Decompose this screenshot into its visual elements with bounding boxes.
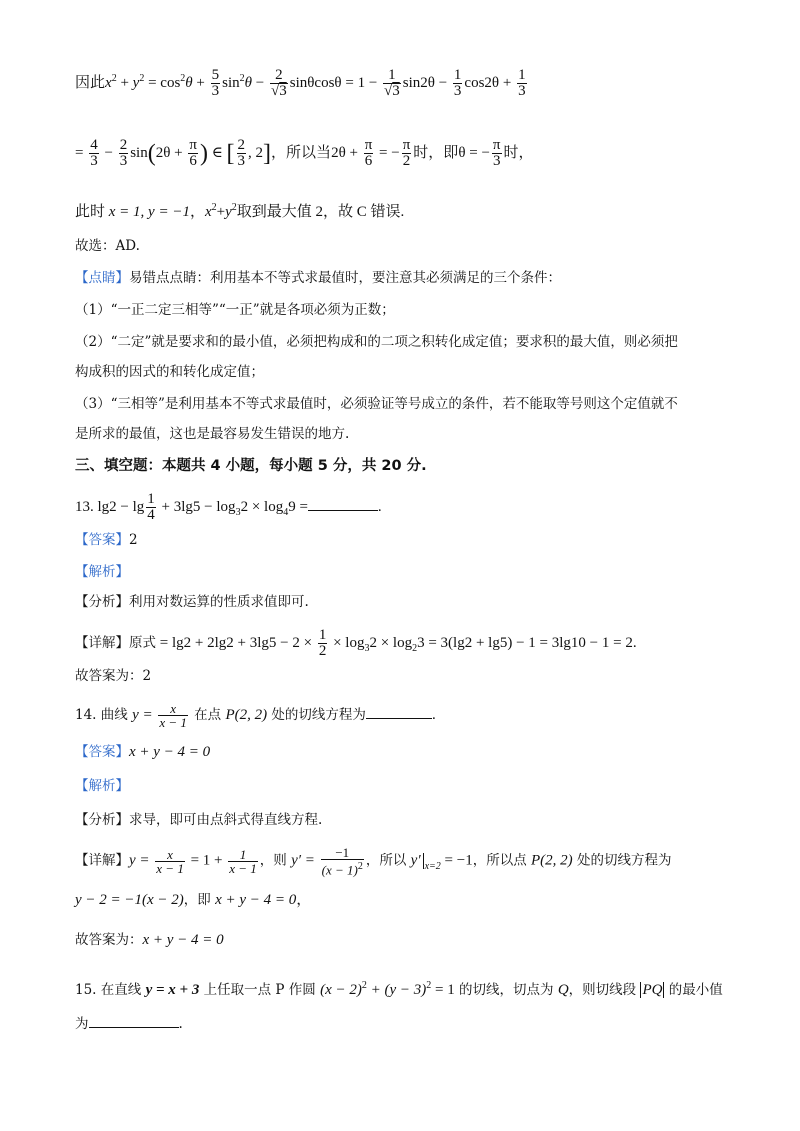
fraction: $\frac{1}{3}$ [453,67,462,99]
section-heading: 三、填空题：本题共 4 小题，每小题 5 分，共 20 分. [75,458,427,474]
tip-item-3: （3）“三相等”是利用基本不等式求最值时，必须验证等号成立的条件，若不能取等号则这个定值就不 [75,396,678,412]
fraction: $\frac{x}{x - 1}$ [156,846,184,876]
fraction: $\frac{5}{3}$ [211,67,220,99]
text: 因此 [75,74,106,91]
question-15: 15. 在直线 y = x + 3 上任取一点 P 作圆 $(x - 2)^2 + (y - 3)^2 = 1$ 的切线，切点为 Q，则切线段 PQ 的最小值 [75,980,723,998]
tip-item-1: （1）“一正二定三相等”“一正”就是各项必须为正数； [75,302,395,318]
answer-blank[interactable] [366,717,432,719]
fraction: $\frac{1}{x - 1}$ [229,846,257,876]
equation-line-2: = $\frac{4}{3}$ − $\frac{2}{3}$ sin(2θ + $\frac{\pi}{6}$ ) ∈ [ $\frac{2}{3}$ , 2]，所以当2θ + $\frac{\pi}{6}$ = − $\frac{\pi}{2}$ 时，即θ = − $\frac{\pi}{3}$ 时， [75,137,534,169]
fraction: $\frac{2}{3}$ [237,137,246,169]
fraction: $\frac{\pi}{6}$ [364,137,373,169]
tip-line: 【点睛】易错点点睛：利用基本不等式求最值时，要注意其必须满足的三个条件： [75,270,561,286]
fraction: $\frac{1}{√3}$ [384,67,400,99]
equation-line-1: 因此$x^2 + y^2 = \cos^2\theta$ + $\frac{5}{3}$ $\sin^2\theta$ − $\frac{2}{√3}$ sinθcosθ = 1 − $\frac{1}{√3}$ sin2θ − $\frac{1}{3}$ cos2θ + $\frac{1}{3}$ [75,67,526,99]
answer-blank[interactable] [89,1026,179,1028]
fraction: $\frac{2}{√3}$ [271,67,287,99]
tip-tag: 【点睛】 [75,270,129,286]
q14-detail: 【详解】y = $\frac{x}{x - 1}$ = 1 + $\frac{1}{x - 1}$ ，则 y′ = $\frac{-1}{(x - 1)^2}$ ，所以 y′ $_{x=2}$ = −1，所以点 P(2, 2) 处的切线方程为 [75,845,672,878]
question-13: 13. lg2 − lg $\frac{1}{4}$ + $3\lg 5 - \log_32 \times \log_49$ = . [75,491,382,523]
tip-item-2-cont: 构成积的因式的和转化成定值； [75,364,264,380]
fraction: $\frac{4}{3}$ [90,137,98,169]
tip-item-2: （2）“二定”就是要求和的最小值，必须把构成和的二项之积转化成定值；要求积的最大值，则必须把 [75,334,678,350]
q14-detail-cont: y − 2 = −1(x − 2)，即 x + y − 4 = 0， [75,892,312,908]
q13-final: 故答案为：2 [75,668,152,684]
question-14: 14. 曲线 y = $\frac{x}{x - 1}$ 在点 P(2, 2) 处的切线方程为 . [75,701,436,730]
q13-answer: 【答案】2 [75,532,138,548]
abs-pq: PQ [642,982,663,998]
answer-choice: 故选：AD. [75,238,140,254]
fraction: $\frac{2}{3}$ [119,137,128,169]
q14-analysis-tag: 【解析】 [75,778,129,794]
q13-analysis-tag: 【解析】 [75,564,129,580]
fraction: $\frac{1}{4}$ [147,491,155,523]
fraction: $\frac{\pi}{2}$ [402,137,411,169]
fraction: $\frac{\pi}{3}$ [492,137,501,169]
q14-answer: 【答案】x + y − 4 = 0 [75,744,211,760]
q14-analysis: 【分析】求导，即可由点斜式得直线方程. [75,812,323,828]
fraction: $\frac{x}{x - 1}$ [159,701,187,730]
answer-blank[interactable] [308,509,378,511]
q13-analysis: 【分析】利用对数运算的性质求值即可. [75,594,309,610]
question-15-cont: 为 . [75,1016,183,1032]
fraction: $\frac{1}{2}$ [318,627,327,659]
q13-detail: 【详解】原式 = lg2 + 2lg2 + 3lg5 − 2 × $\frac{1}{2}$ × $\log_32 \times \log_23 = 3(\lg 2 + \lg 5) - 1 = 3\lg 10 - 1 = 2$. [75,627,637,659]
fraction: $\frac{\pi}{6}$ [189,137,197,169]
fraction: $\frac{1}{3}$ [518,67,526,99]
tip-item-3-cont: 是所求的最值，这也是最容易发生错误的地方. [75,426,350,442]
fraction: $\frac{-1}{(x - 1)^2}$ [321,845,363,878]
q14-final: 故答案为：x + y − 4 = 0 [75,932,224,948]
text-line-3: 此时 x = 1, y = −1，$x^2+y^2$取到最大值 2，故 C 错误. [75,202,405,220]
